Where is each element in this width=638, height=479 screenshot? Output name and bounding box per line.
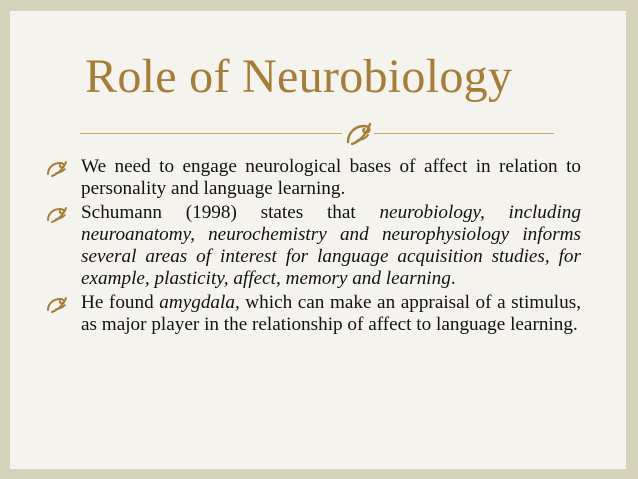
title-rule-left [80, 133, 342, 134]
bullet-text: . [450, 268, 456, 289]
title-ornament-icon [344, 118, 374, 148]
title-rule-right [374, 133, 554, 134]
bullet-text: He found [81, 292, 160, 313]
bullet-item [46, 202, 581, 290]
curl-ornament-icon [46, 205, 74, 223]
bullet-item [46, 292, 581, 336]
curl-ornament-icon [46, 159, 74, 177]
bullet-text: Schumann (1998) states that [81, 202, 380, 223]
bullet-list [46, 156, 581, 338]
slide-title: Role of Neurobiology [85, 50, 513, 103]
curl-ornament-icon [46, 295, 74, 313]
bullet-text: amygdala, [159, 292, 240, 313]
bullet-text: which can make an appraisal of a stimulus, as major player in the relationship of affect to language learning. [81, 292, 581, 335]
bullet-item [46, 156, 581, 200]
bullet-text: neurobiology, including neuroanatomy, neurochemistry and neurophysiology informs several areas of interest for language acquisition studies, for example, plasticity, affect, memory and learning [81, 202, 581, 289]
bullet-text: We need to engage neurological bases of affect in relation to personality and language learning. [81, 156, 581, 199]
